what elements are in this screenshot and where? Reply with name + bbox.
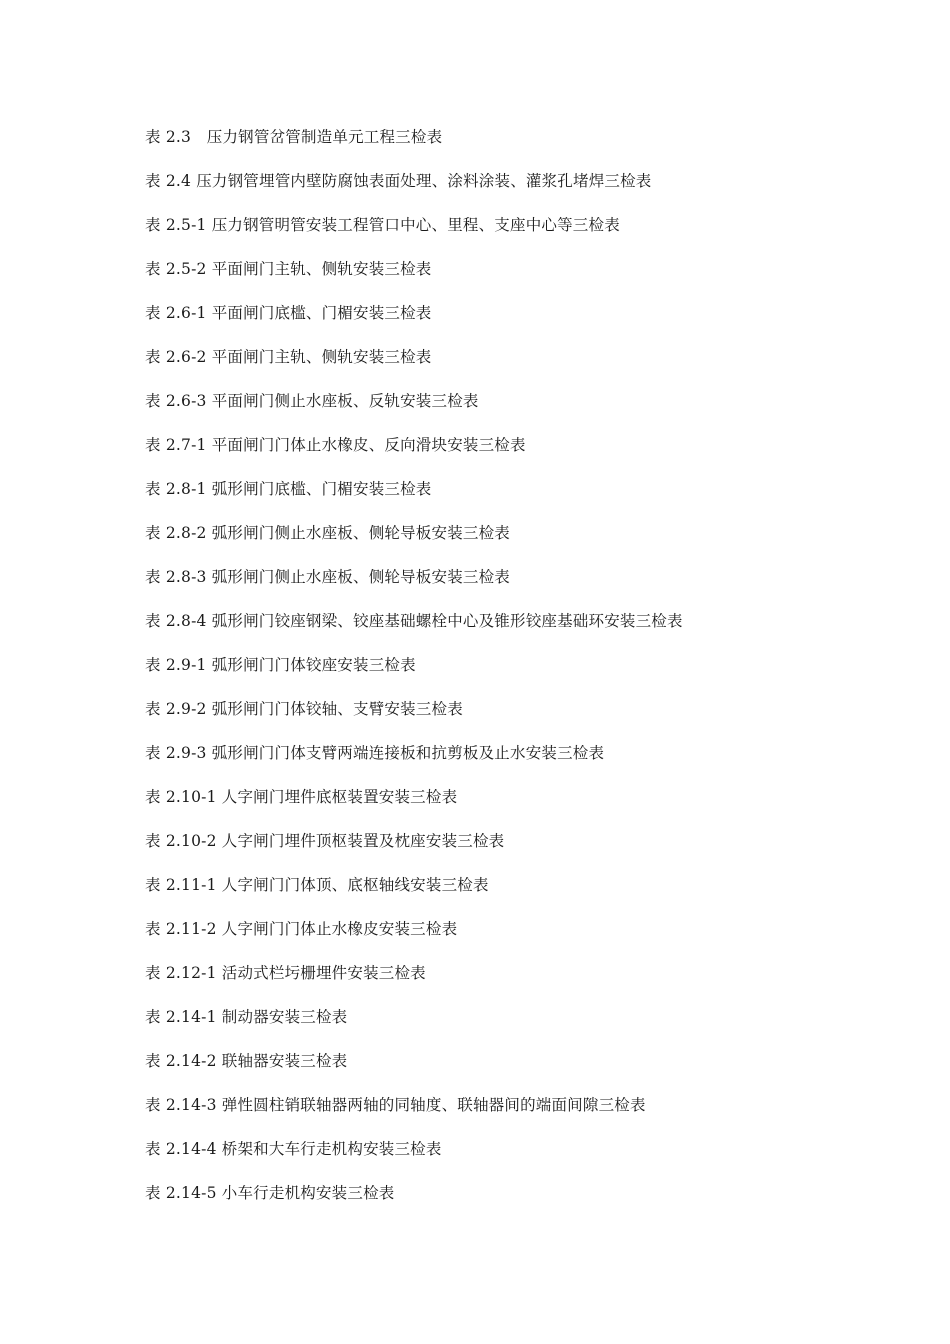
list-item: 表 2.9-2 弧形闸门门体铰轴、支臂安装三检表 (145, 700, 463, 718)
list-item: 表 2.3 压力钢管岔管制造单元工程三检表 (145, 128, 443, 146)
list-item: 表 2.14-3 弹性圆柱销联轴器两轴的同轴度、联轴器间的端面间隙三检表 (145, 1096, 646, 1114)
list-item: 表 2.4 压力钢管埋管内壁防腐蚀表面处理、涂料涂装、灌浆孔堵焊三检表 (145, 172, 652, 190)
list-item: 表 2.10-1 人字闸门埋件底枢装置安装三检表 (145, 788, 458, 806)
list-item: 表 2.7-1 平面闸门门体止水橡皮、反向滑块安装三检表 (145, 436, 526, 454)
list-item: 表 2.5-2 平面闸门主轨、侧轨安装三检表 (145, 260, 432, 278)
list-item: 表 2.9-1 弧形闸门门体铰座安装三检表 (145, 656, 416, 674)
list-item: 表 2.14-2 联轴器安装三检表 (145, 1052, 348, 1070)
list-item: 表 2.10-2 人字闸门埋件顶枢装置及枕座安装三检表 (145, 832, 505, 850)
list-item: 表 2.6-2 平面闸门主轨、侧轨安装三检表 (145, 348, 432, 366)
list-item: 表 2.14-4 桥架和大车行走机构安装三检表 (145, 1140, 442, 1158)
list-item: 表 2.6-1 平面闸门底槛、门楣安装三检表 (145, 304, 432, 322)
list-item: 表 2.8-3 弧形闸门侧止水座板、侧轮导板安装三检表 (145, 568, 511, 586)
list-item: 表 2.12-1 活动式栏圬栅埋件安装三检表 (145, 964, 426, 982)
list-item: 表 2.11-2 人字闸门门体止水橡皮安装三检表 (145, 920, 458, 938)
list-item: 表 2.9-3 弧形闸门门体支臂两端连接板和抗剪板及止水安装三检表 (145, 744, 605, 762)
list-item: 表 2.8-4 弧形闸门铰座钢梁、铰座基础螺栓中心及锥形铰座基础环安装三检表 (145, 612, 683, 630)
list-item: 表 2.8-1 弧形闸门底槛、门楣安装三检表 (145, 480, 432, 498)
list-item: 表 2.14-1 制动器安装三检表 (145, 1008, 348, 1026)
list-item: 表 2.6-3 平面闸门侧止水座板、反轨安装三检表 (145, 392, 479, 410)
list-item: 表 2.11-1 人字闸门门体顶、底枢轴线安装三检表 (145, 876, 489, 894)
list-item: 表 2.5-1 压力钢管明管安装工程管口中心、里程、支座中心等三检表 (145, 216, 620, 234)
list-item: 表 2.14-5 小车行走机构安装三检表 (145, 1184, 395, 1202)
table-index-list (145, 124, 905, 1224)
list-item: 表 2.8-2 弧形闸门侧止水座板、侧轮导板安装三检表 (145, 524, 511, 542)
